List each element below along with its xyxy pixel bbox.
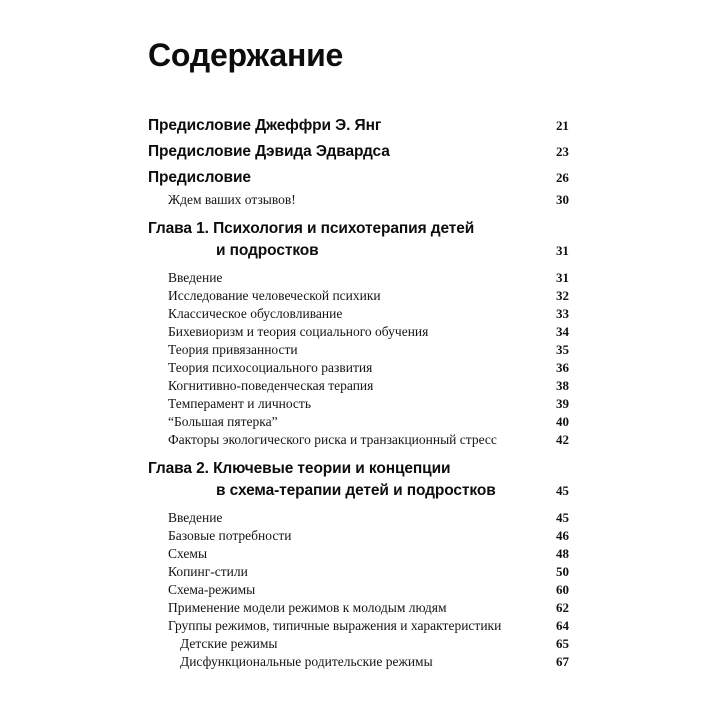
- toc-chapter-entry[interactable]: [148, 218, 588, 262]
- toc-entry-title-line: Теория психосоциального развития: [168, 360, 373, 376]
- toc-entry[interactable]: [148, 581, 588, 599]
- toc-entry-page-number: 46: [556, 528, 569, 544]
- toc-entry-title: [148, 113, 588, 139]
- toc-chapter-entry[interactable]: [148, 458, 588, 502]
- toc-entry-page-number: 32: [556, 288, 569, 304]
- toc-entry-title-line: Когнитивно-поведенческая терапия: [168, 378, 374, 394]
- toc-entry[interactable]: [148, 509, 588, 527]
- toc-entry[interactable]: [148, 359, 588, 377]
- toc-entry-title-line: Копинг-стили: [168, 564, 248, 580]
- toc-entry-title: [168, 413, 588, 431]
- toc-entry-title-line: Теория привязанности: [168, 342, 298, 358]
- toc-entry-page-number: 38: [556, 378, 569, 394]
- toc-entry[interactable]: [148, 563, 588, 581]
- toc-entry-title: [148, 458, 588, 502]
- toc-entry-page-number: 60: [556, 582, 569, 598]
- toc-entry[interactable]: [148, 431, 588, 449]
- toc-entry-page-number: 40: [556, 414, 569, 430]
- toc-entry[interactable]: [148, 635, 588, 653]
- toc-entry-title-line: Базовые потребности: [168, 528, 292, 544]
- toc-entry-title-line: Дисфункциональные родительские режимы: [180, 654, 433, 670]
- toc-entry-page-number: 45: [556, 483, 569, 499]
- toc-entry-title: [168, 395, 588, 413]
- toc-entry-title-line: Предисловие: [148, 169, 251, 187]
- toc-entry-title-line: “Большая пятерка”: [168, 414, 278, 430]
- toc-entry-page-number: 50: [556, 564, 569, 580]
- page-title: Содержание: [148, 37, 344, 73]
- toc-entry-title: [148, 165, 588, 191]
- toc-entry[interactable]: [148, 545, 588, 563]
- toc-entry[interactable]: [148, 287, 588, 305]
- toc-entry-page-number: 23: [556, 144, 569, 160]
- toc-entry[interactable]: [148, 113, 588, 139]
- toc-entry[interactable]: [148, 413, 588, 431]
- toc-entry-title-line: Введение: [168, 270, 223, 286]
- toc-entry-title-line: Исследование человеческой психики: [168, 288, 381, 304]
- toc-entry-title: [168, 269, 588, 287]
- toc-entry-title: [180, 653, 588, 671]
- toc-entry-title-line: Классическое обусловливание: [168, 306, 343, 322]
- toc-entry-page-number: 31: [556, 270, 569, 286]
- toc-entry-title-line: в схема-терапии детей и подростков: [216, 482, 496, 500]
- toc-entry-title: [168, 581, 588, 599]
- toc-entry-title: [168, 359, 588, 377]
- toc-entry-title: [168, 377, 588, 395]
- toc-entry-page-number: 42: [556, 432, 569, 448]
- toc-entry[interactable]: [148, 599, 588, 617]
- toc-entry-title-line: Глава 2. Ключевые теории и концепции: [148, 460, 451, 478]
- toc-entry-title: [168, 617, 588, 635]
- toc-entry[interactable]: [148, 341, 588, 359]
- toc-entry-title: [168, 431, 588, 449]
- toc-entry-page-number: 39: [556, 396, 569, 412]
- toc-entry-title-line: Детские режимы: [180, 636, 278, 652]
- toc-entry-title-line: Предисловие Дэвида Эдвардса: [148, 143, 390, 161]
- toc-entry-page-number: 36: [556, 360, 569, 376]
- toc-entry-page-number: 34: [556, 324, 569, 340]
- toc-entry-title: [148, 139, 588, 165]
- toc-entry-title-line: Факторы экологического риска и транзакционный стресс: [168, 432, 497, 448]
- toc-entry-page-number: 26: [556, 170, 569, 186]
- toc-entry-page-number: 45: [556, 510, 569, 526]
- toc-entry-title: [180, 635, 588, 653]
- toc-entry-title-line: Группы режимов, типичные выражения и характеристики: [168, 618, 502, 634]
- toc-entry[interactable]: [148, 323, 588, 341]
- toc-entry-page-number: 65: [556, 636, 569, 652]
- toc-entry-title: [168, 563, 588, 581]
- toc-entry-page-number: 35: [556, 342, 569, 358]
- toc-entry[interactable]: [148, 269, 588, 287]
- toc-entry-title: [168, 323, 588, 341]
- toc-entry[interactable]: [148, 377, 588, 395]
- toc-entry[interactable]: [148, 527, 588, 545]
- toc-entry-title-line: Схемы: [168, 546, 208, 562]
- toc-entry-page-number: 31: [556, 243, 569, 259]
- toc-entry-page-number: 67: [556, 654, 569, 670]
- toc-entry-page-number: 33: [556, 306, 569, 322]
- toc-entry[interactable]: [148, 305, 588, 323]
- toc-entry-title: [168, 287, 588, 305]
- toc-entry-page-number: 21: [556, 118, 569, 134]
- toc-entry-page-number: 62: [556, 600, 569, 616]
- toc-entry-title-line: Предисловие Джеффри Э. Янг: [148, 117, 382, 135]
- toc-entry[interactable]: [148, 165, 588, 191]
- toc-entry-title-line: Темперамент и личность: [168, 396, 311, 412]
- toc-entry-title: [168, 191, 588, 209]
- toc-entry-title-line: Введение: [168, 510, 223, 526]
- toc-entry-page-number: 30: [556, 192, 569, 208]
- toc-entry-title: [168, 509, 588, 527]
- toc-entry-title-line: Бихевиоризм и теория социального обучения: [168, 324, 429, 340]
- toc-entry[interactable]: [148, 139, 588, 165]
- toc-entry-list: [148, 113, 588, 671]
- toc-entry[interactable]: [148, 395, 588, 413]
- toc-entry-title-line: Применение модели режимов к молодым людям: [168, 600, 447, 616]
- toc-entry[interactable]: [148, 617, 588, 635]
- toc-content: [148, 0, 588, 671]
- toc-entry-title: [168, 341, 588, 359]
- toc-entry[interactable]: [148, 653, 588, 671]
- toc-entry-title: [168, 305, 588, 323]
- toc-entry-title-line: и подростков: [216, 242, 319, 260]
- toc-entry-title: [168, 545, 588, 563]
- toc-entry[interactable]: [148, 191, 588, 209]
- toc-entry-page-number: 64: [556, 618, 569, 634]
- toc-entry-title-line: Ждем ваших отзывов!: [168, 192, 296, 208]
- toc-entry-title: [148, 218, 588, 262]
- toc-entry-title: [168, 527, 588, 545]
- toc-entry-title-line: Глава 1. Психология и психотерапия детей: [148, 220, 475, 238]
- toc-entry-page-number: 48: [556, 546, 569, 562]
- toc-entry-title-line: Схема-режимы: [168, 582, 256, 598]
- toc-entry-title: [168, 599, 588, 617]
